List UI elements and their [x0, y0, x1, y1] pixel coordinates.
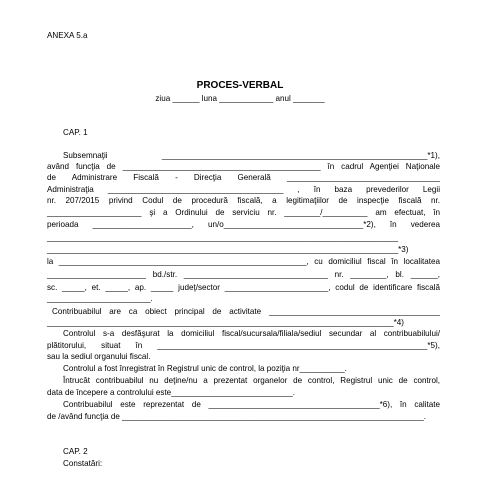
chapter-1-heading: CAP. 1: [63, 128, 88, 137]
annex-label: ANEXA 5.a: [47, 31, 88, 40]
chapter-2-heading: CAP. 2: [63, 447, 88, 456]
body-line: sc. _____, et. _____, ap. _____ judeţ/sector _______________________, codul de identificare fiscală: [47, 283, 440, 292]
body-line: ______________________ bd./str. ________________________________ nr. ________, bl. ______,: [47, 270, 440, 279]
nudetine-line: Întrucât contribuabilul nu deţine/nu a prezentat organelor de control, Registrul unic de control,: [63, 376, 440, 385]
obiect-line: Contribuabilul are ca obiect principal de activitate ______________________________________: [52, 307, 440, 316]
body-line: Subsemnaţii ___________________________________________________________*1),: [63, 151, 440, 160]
body-line: perioada ______________________, un/o_______________________________*2), în vederea: [47, 220, 440, 229]
body-line: ______________________________________________________________________________: [47, 233, 399, 242]
body-line: _______________________.: [47, 294, 153, 303]
registru-line: Controlul a fost înregistrat în Registrul unic de control, la poziţia nr__________.: [63, 364, 347, 373]
control-line: sau la sediul organului fiscal.: [47, 352, 151, 361]
body-line: nr. 207/2015 privind Codul de procedură fiscală, a legitimaţiilor de inspecţie fiscală nr.: [47, 196, 440, 205]
nudetine-line: data de începere a controlului este___________________________.: [47, 388, 295, 397]
body-line: _____________________ şi a Ordinului de serviciu nr. ________/__________ am efectuat, în: [47, 208, 440, 217]
document-title: PROCES-VERBAL: [196, 80, 284, 91]
date-line: ziua ______ luna ____________ anul _______: [155, 94, 325, 103]
control-line: plătitorului, situat în ____________________________________________________________*5),: [47, 341, 440, 350]
obiect-continuation: _____________________________________________________________________________*4): [47, 318, 404, 327]
body-line: la _______________________________________________________, cu domiciliul fiscal în localitatea: [47, 257, 440, 266]
constatari-heading: Constatări:: [63, 459, 103, 468]
body-line: Administraţia _______________________________________ , în baza prevederilor Legii: [47, 185, 440, 194]
control-line: Controlul s-a desfăşurat la domiciliul fiscal/sucursala/filiala/sediul secundar al contribuabilului/: [63, 329, 440, 338]
body-line: având funcţia de ____________________________________________ în cadrul Agenţiei Naţionale: [47, 162, 440, 171]
reprezentat-line: Contribuabilul este reprezentat de ______________________________________*6), în calitate: [63, 400, 440, 409]
body-line: de Administrare Fiscală - Direcţia Generală __________________________________: [47, 173, 440, 182]
body-line: ______________________________________________________________________________*3): [47, 245, 409, 254]
reprezentat-line: de /având funcţia de ___________________________________________________________________.: [47, 412, 426, 421]
